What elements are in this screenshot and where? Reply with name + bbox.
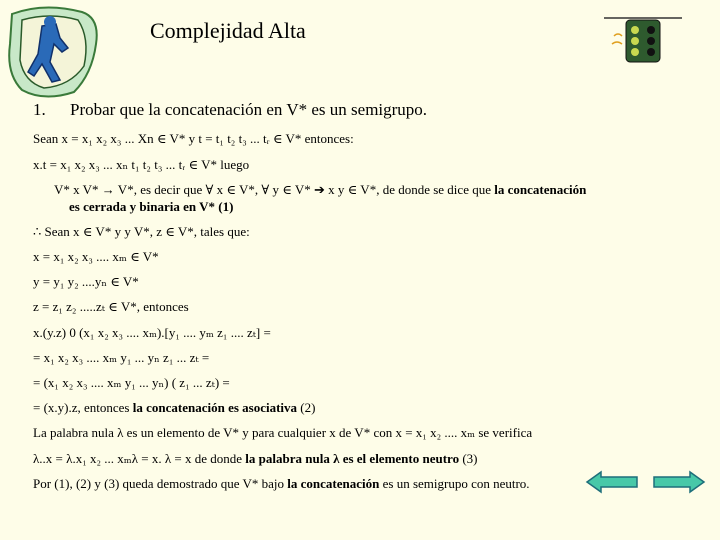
traffic-light-icon	[604, 14, 682, 64]
proof-line: x = x₁ x₂ x₃ .... xₘ ∈ V*	[33, 249, 159, 264]
proof-line: = x₁ x₂ x₃ .... xₘ y₁ ... yₙ z₁ ... zₜ =	[33, 350, 210, 365]
proof-line: z = z₁ z₂ .....zₜ ∈ V*, entonces	[33, 299, 189, 314]
arrow-right-icon[interactable]	[652, 470, 706, 494]
proof-line: = (x.y).z, entonces la concatenación es asociativa (2)	[33, 400, 316, 415]
proof-line: es cerrada y binaria en V* (1)	[69, 199, 234, 214]
proof-line: V* x V* → V*, es decir que ∀ x ∈ V*, ∀ y ∈ V* ➔ x y ∈ V*, de donde se dice que la concatenación	[54, 182, 587, 197]
proof-line: Por (1), (2) y (3) queda demostrado que V* bajo la concatenación es un semigrupo con neutro.	[33, 476, 530, 491]
proof-line: Sean x = x₁ x₂ x₃ ... Xn ∈ V* y t = t₁ t₂ t₃ ... tᵣ ∈ V* entonces:	[33, 131, 354, 146]
exercise-statement: Probar que la concatenación en V* es un semigrupo.	[70, 100, 428, 119]
clipart-figure-icon	[4, 4, 102, 100]
proof-line: x.t = x₁ x₂ x₃ ... xₙ t₁ t₂ t₃ ... tᵣ ∈ V* luego	[33, 157, 250, 172]
proof-line: ∴ Sean x ∈ V* y y V*, z ∈ V*, tales que:	[33, 224, 250, 239]
exercise-number: 1.	[33, 100, 46, 119]
proof-line: x.(y.z) 0 (x₁ x₂ x₃ .... xₘ).[y₁ .... yₘ z₁ .... zₜ] =	[33, 325, 271, 340]
proof-line: y = y₁ y₂ ....yₙ ∈ V*	[33, 274, 139, 289]
exercise-heading	[33, 100, 427, 120]
arrow-left-icon[interactable]	[585, 470, 639, 494]
proof-line: = (x₁ x₂ x₃ .... xₘ y₁ ... yₙ) ( z₁ ... zₜ) =	[33, 375, 230, 390]
proof-line: λ..x = λ.x₁ x₂ ... xₘλ = x. λ = x de donde la palabra nula λ es el elemento neutro (3)	[33, 451, 478, 466]
slide-title: Complejidad Alta	[150, 18, 306, 43]
proof-line: La palabra nula λ es un elemento de V* y para cualquier x de V* con x = x₁ x₂ .... xₘ se verifica	[33, 425, 533, 440]
